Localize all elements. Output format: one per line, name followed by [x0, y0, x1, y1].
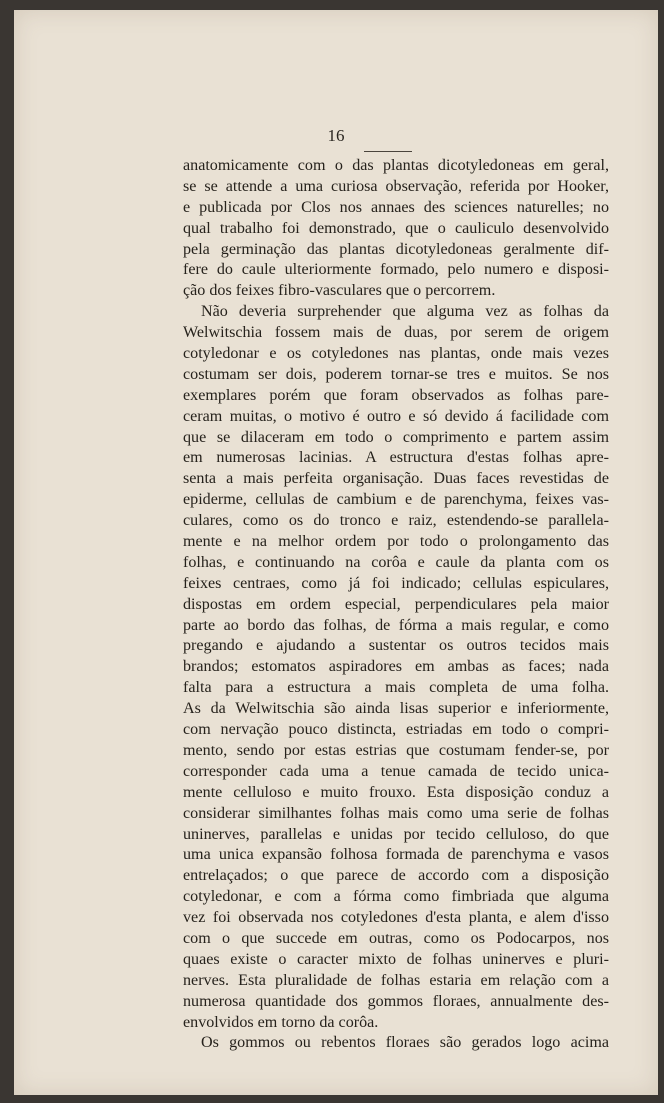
text-line: nerves. Esta pluralidade de folhas estaria em relação com a	[183, 971, 609, 989]
text-line: anatomicamente com o das plantas dicotyledoneas em geral,	[183, 157, 609, 174]
text-line: considerar similhantes folhas mais como uma serie de folhas	[183, 804, 609, 822]
text-line: senta a mais perfeita organisação. Duas faces revestidas de	[183, 470, 609, 488]
text-line: Os gommos ou rebentos floraes são gerados logo acima	[201, 1034, 609, 1052]
text-line: se se attende a uma curiosa observação, referida por Hooker,	[183, 177, 609, 195]
text-line: feixes centraes, como já foi indicado; cellulas espiculares,	[183, 574, 609, 592]
text-line: cotyledonar, e com a fórma como fimbriada que alguma	[183, 888, 609, 906]
text-line: envolvidos em torno da corôa.	[183, 1013, 379, 1031]
text-line: culares, como os do tronco e raiz, estendendo-se parallela-	[183, 512, 609, 530]
text-line: em numerosas lacinias. A estructura d'estas folhas apre-	[183, 449, 609, 467]
text-line: ção dos feixes fibro-vasculares que o percorrem.	[183, 282, 496, 300]
text-line: brandos; estomatos aspiradores em ambas as faces; nada	[183, 658, 609, 676]
text-line: quaes existe o caracter mixto de folhas uninerves e pluri-	[183, 950, 609, 968]
text-line: epiderme, cellulas de cambium e de parenchyma, feixes vas-	[183, 491, 609, 509]
text-line: mente e na melhor ordem por todo o prolongamento das	[183, 533, 609, 551]
text-line: com o que succede em outras, como os Podocarpos, nos	[183, 929, 609, 947]
text-line: com nervação pouco distincta, estriadas em todo o compri-	[183, 721, 609, 739]
text-line: vez foi observada nos cotyledones d'esta planta, e alem d'isso	[183, 909, 609, 927]
text-line: As da Welwitschia são ainda lisas superior e inferiormente,	[183, 700, 609, 718]
text-line: que se dilaceram em todo o comprimento e partem assim	[183, 428, 609, 446]
text-line: corresponder cada uma a tenue camada de tecido unica-	[183, 762, 609, 780]
text-line: mento, sendo por estas estrias que costumam fender-se, por	[183, 741, 609, 759]
text-line: pregando e ajudando a sustentar os outros tecidos mais	[183, 637, 609, 655]
text-line: fere do caule ulteriormente formado, pelo numero e disposi-	[183, 261, 609, 279]
text-line: exemplares porém que foram observados as folhas pare-	[183, 386, 609, 404]
text-line: numerosa quantidade dos gommos floraes, annualmente des-	[183, 992, 609, 1010]
page-number-rule	[364, 151, 412, 152]
text-line: parte ao bordo das folhas, de fórma a mais regular, e como	[183, 616, 609, 634]
text-line: entrelaçados; o que parece de accordo com a disposição	[183, 867, 609, 885]
text-line: mente celluloso e muito frouxo. Esta disposição conduz a	[183, 783, 609, 801]
text-line: e publicada por Clos nos annaes des sciences naturelles; no	[183, 198, 609, 216]
text-line: Welwitschia fossem mais de duas, por serem de origem	[183, 324, 609, 342]
text-line: folhas, e continuando na corôa e caule da planta com os	[183, 553, 609, 571]
text-line: costumam ser dois, poderem tornar-se tres e muitos. Se nos	[183, 365, 609, 383]
text-line: falta para a estructura a mais completa de uma folha.	[183, 679, 609, 697]
text-line: Não deveria surprehender que alguma vez as folhas da	[201, 303, 609, 321]
book-page	[14, 10, 658, 1095]
text-line: pela germinação das plantas dicotyledoneas geralmente dif-	[183, 240, 609, 258]
text-line: dispostas em ordem especial, perpendiculares pela maior	[183, 595, 609, 613]
text-line: cotyledonar e os cotyledones nas plantas, onde mais vezes	[183, 345, 609, 363]
body-text	[183, 156, 609, 1054]
page-number: 16	[327, 126, 345, 145]
text-line: qual trabalho foi demonstrado, que o cauliculo desenvolvido	[183, 219, 609, 237]
text-line: ceram muitas, o motivo é outro e só devido á facilidade com	[183, 407, 609, 425]
text-line: uma unica expansão folhosa formada de parenchyma e vasos	[183, 846, 609, 864]
text-line: uninerves, parallelas e unidas por tecido celluloso, do que	[183, 825, 609, 843]
